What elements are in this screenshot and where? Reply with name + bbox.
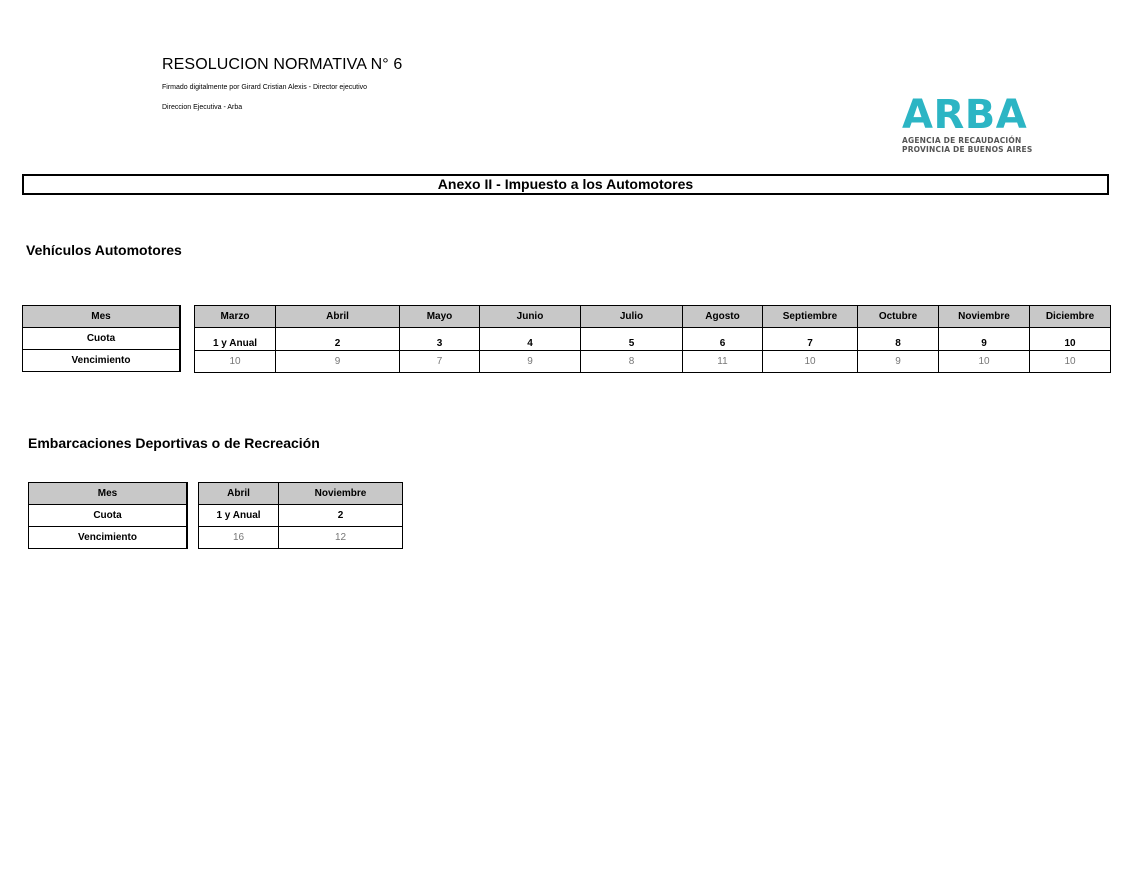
logo-subtitle-2: PROVINCIA DE BUENOS AIRES [902, 145, 1033, 154]
label-mes: Mes [29, 483, 188, 505]
month-cell: Abril [199, 483, 279, 505]
arba-logo [902, 94, 1042, 164]
vencimiento-cell: 12 [279, 527, 403, 549]
table-row [195, 306, 1111, 328]
cuota-cell: 4 [480, 328, 581, 351]
table-row [199, 505, 403, 527]
label-vencimiento: Vencimiento [23, 350, 181, 372]
month-cell: Mayo [400, 306, 480, 328]
cuota-cell: 1 y Anual [195, 328, 276, 351]
cuota-cell: 10 [1030, 328, 1111, 351]
cuota-cell: 8 [858, 328, 939, 351]
annex-title: Anexo II - Impuesto a los Automotores [22, 174, 1109, 195]
vencimiento-cell: 9 [276, 351, 400, 373]
logo-subtitle-1: AGENCIA DE RECAUDACIÓN [902, 136, 1022, 145]
vencimiento-cell: 10 [763, 351, 858, 373]
vencimiento-cell: 9 [858, 351, 939, 373]
month-cell: Abril [276, 306, 400, 328]
vencimiento-cell: 7 [400, 351, 480, 373]
digital-signature-line: Firmado digitalmente por Girard Cristian Alexis - Director ejecutivo [162, 84, 368, 91]
vehicles-row-labels [22, 305, 181, 372]
table-row [195, 328, 1111, 351]
label-mes: Mes [23, 306, 181, 328]
table-row [195, 351, 1111, 373]
cuota-cell: 2 [279, 505, 403, 527]
label-cuota: Cuota [29, 505, 188, 527]
vencimiento-cell: 8 [581, 351, 683, 373]
label-vencimiento: Vencimiento [29, 527, 188, 549]
vencimiento-cell: 10 [195, 351, 276, 373]
vencimiento-cell: 9 [480, 351, 581, 373]
section-title-boats: Embarcaciones Deportivas o de Recreación [28, 435, 320, 451]
label-cuota: Cuota [23, 328, 181, 350]
table-row [199, 483, 403, 505]
logo-wordmark: ARBA [902, 92, 1028, 138]
month-cell: Octubre [858, 306, 939, 328]
boats-schedule-table [198, 482, 403, 549]
cuota-cell: 5 [581, 328, 683, 351]
vencimiento-cell: 11 [683, 351, 763, 373]
month-cell: Marzo [195, 306, 276, 328]
cuota-cell: 6 [683, 328, 763, 351]
vencimiento-cell: 10 [939, 351, 1030, 373]
section-title-vehicles: Vehículos Automotores [26, 242, 182, 258]
month-cell: Noviembre [939, 306, 1030, 328]
vencimiento-cell: 10 [1030, 351, 1111, 373]
cuota-cell: 1 y Anual [199, 505, 279, 527]
table-row [199, 527, 403, 549]
cuota-cell: 9 [939, 328, 1030, 351]
month-cell: Noviembre [279, 483, 403, 505]
month-cell: Junio [480, 306, 581, 328]
cuota-cell: 7 [763, 328, 858, 351]
boats-row-labels [28, 482, 188, 549]
direction-line: Direccion Ejecutiva - Arba [162, 104, 243, 111]
cuota-cell: 3 [400, 328, 480, 351]
month-cell: Diciembre [1030, 306, 1111, 328]
month-cell: Julio [581, 306, 683, 328]
resolution-title: RESOLUCION NORMATIVA N° 6 [162, 56, 403, 73]
cuota-cell: 2 [276, 328, 400, 351]
month-cell: Agosto [683, 306, 763, 328]
vencimiento-cell: 16 [199, 527, 279, 549]
vehicles-schedule-table [194, 305, 1111, 373]
month-cell: Septiembre [763, 306, 858, 328]
